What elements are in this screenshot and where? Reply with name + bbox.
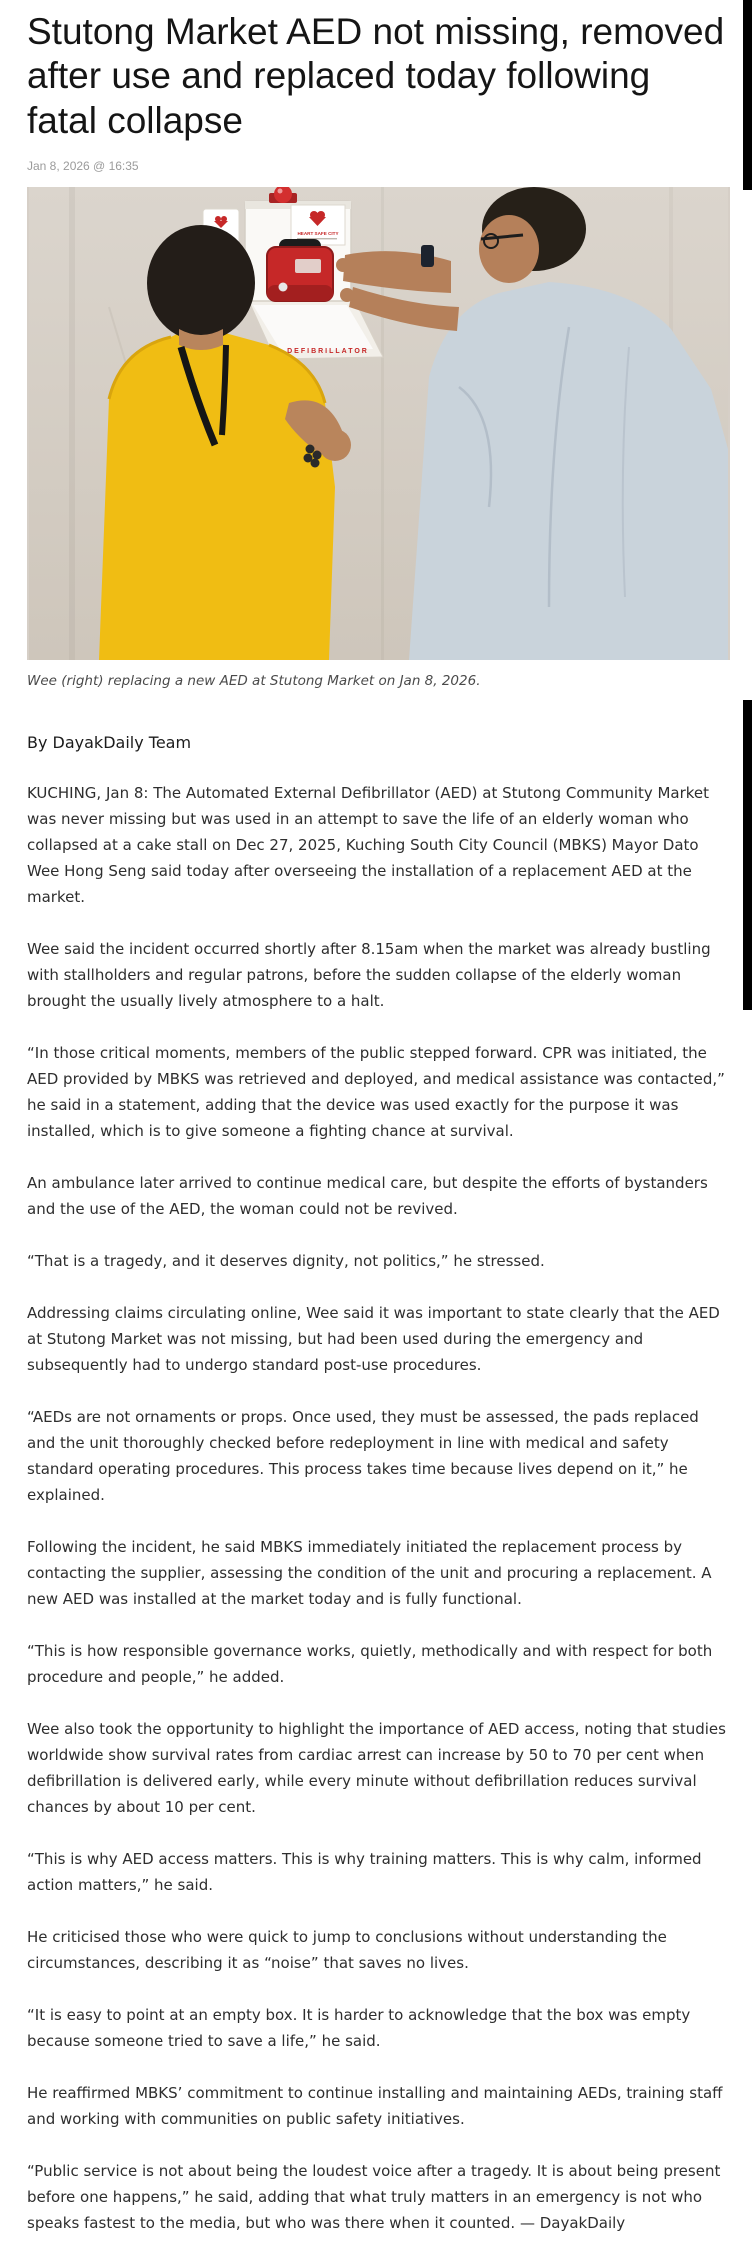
article-paragraph: Following the incident, he said MBKS immediately initiated the replacement process by contacting the supplier, assessing the condition of the unit and procuring a replacement. A new AED was installed at the market today and is fully functional. — [27, 1538, 712, 1609]
defibrillator-label: DEFIBRILLATOR — [287, 348, 369, 356]
article-paragraph: He criticised those who were quick to jump to conclusions without understanding the circumstances, describing it as “noise” that saves no lives. — [27, 1928, 667, 1973]
scrollbar-thumb-mid[interactable] — [743, 700, 752, 1010]
byline: By DayakDaily Team — [27, 733, 192, 753]
photo-caption: Wee (right) replacing a new AED at Stutong Market on Jan 8, 2026. — [27, 673, 481, 690]
article-body — [27, 780, 730, 2236]
article-paragraph: “This is how responsible governance works, quietly, methodically and with respect for both procedure and people,” he added. — [27, 1642, 713, 1687]
article-date: Jan 8, 2026 @ 16:35 — [27, 159, 139, 174]
article-paragraph: “In those critical moments, members of the public stepped forward. CPR was initiated, the AED provided by MBKS was retrieved and deployed, and medical assistance was contacted,” he said in a statement, adding that the device was used exactly for the purpose it was installed, which is to give someone a fighting chance at survival. — [27, 1044, 725, 1141]
article-paragraph: “That is a tragedy, and it deserves dignity, not politics,” he stressed. — [27, 1252, 545, 1271]
svg-text:HEART SAFE CITY: HEART SAFE CITY — [297, 231, 339, 237]
article-paragraph: He reaffirmed MBKS’ commitment to continue installing and maintaining AEDs, training staff and working with communities on public safety initiatives. — [27, 2084, 723, 2129]
article-paragraph: An ambulance later arrived to continue medical care, but despite the efforts of bystanders and the use of the AED, the woman could not be revived. — [27, 1174, 708, 1219]
scrollbar-thumb-top[interactable] — [743, 0, 752, 190]
photo-illustration — [27, 187, 730, 660]
article-paragraph: “AEDs are not ornaments or props. Once used, they must be assessed, the pads replaced and the unit thoroughly checked before redeployment in line with medical and safety standard operating procedures. This process takes time because lives depend on it,” he explained. — [27, 1408, 699, 1505]
article-paragraph: “Public service is not about being the loudest voice after a tragedy. It is about being present before one happens,” he said, adding that what truly matters in an emergency is not who speaks fastest to the media, but who was there when it counted. — DayakDaily — [27, 2162, 721, 2233]
article-paragraph: “It is easy to point at an empty box. It is harder to acknowledge that the box was empty because someone tried to save a life,” he said. — [27, 2006, 691, 2051]
article-paragraph: Addressing claims circulating online, Wee said it was important to state clearly that the AED at Stutong Market was not missing, but had been used during the emergency and subsequently had to undergo standard post-use procedures. — [27, 1304, 720, 1375]
page-title: Stutong Market AED not missing, removed after use and replaced today following fatal collapse — [27, 11, 725, 141]
article-photo — [27, 187, 730, 660]
article-paragraph: Wee said the incident occurred shortly after 8.15am when the market was already bustling with stallholders and regular patrons, before the sudden collapse of the elderly woman brought the usually lively atmosphere to a halt. — [27, 940, 711, 1011]
aed-device — [267, 239, 333, 301]
article-paragraph: Wee also took the opportunity to highlight the importance of AED access, noting that studies worldwide show survival rates from cardiac arrest can increase by 50 to 70 per cent when defibrillation is delivered early, while every minute without defibrillation reduces survival chances by about 10 per cent. — [27, 1720, 726, 1817]
article-paragraph: “This is why AED access matters. This is why training matters. This is why calm, informed action matters,” he said. — [27, 1850, 702, 1895]
article-paragraph: KUCHING, Jan 8: The Automated External Defibrillator (AED) at Stutong Community Market was never missing but was used in an attempt to save the life of an elderly woman who collapsed at a cake stall on Dec 27, 2025, Kuching South City Council (MBKS) Mayor Dato Wee Hong Seng said today after overseeing the installation of a replacement AED at the market. — [27, 784, 710, 907]
